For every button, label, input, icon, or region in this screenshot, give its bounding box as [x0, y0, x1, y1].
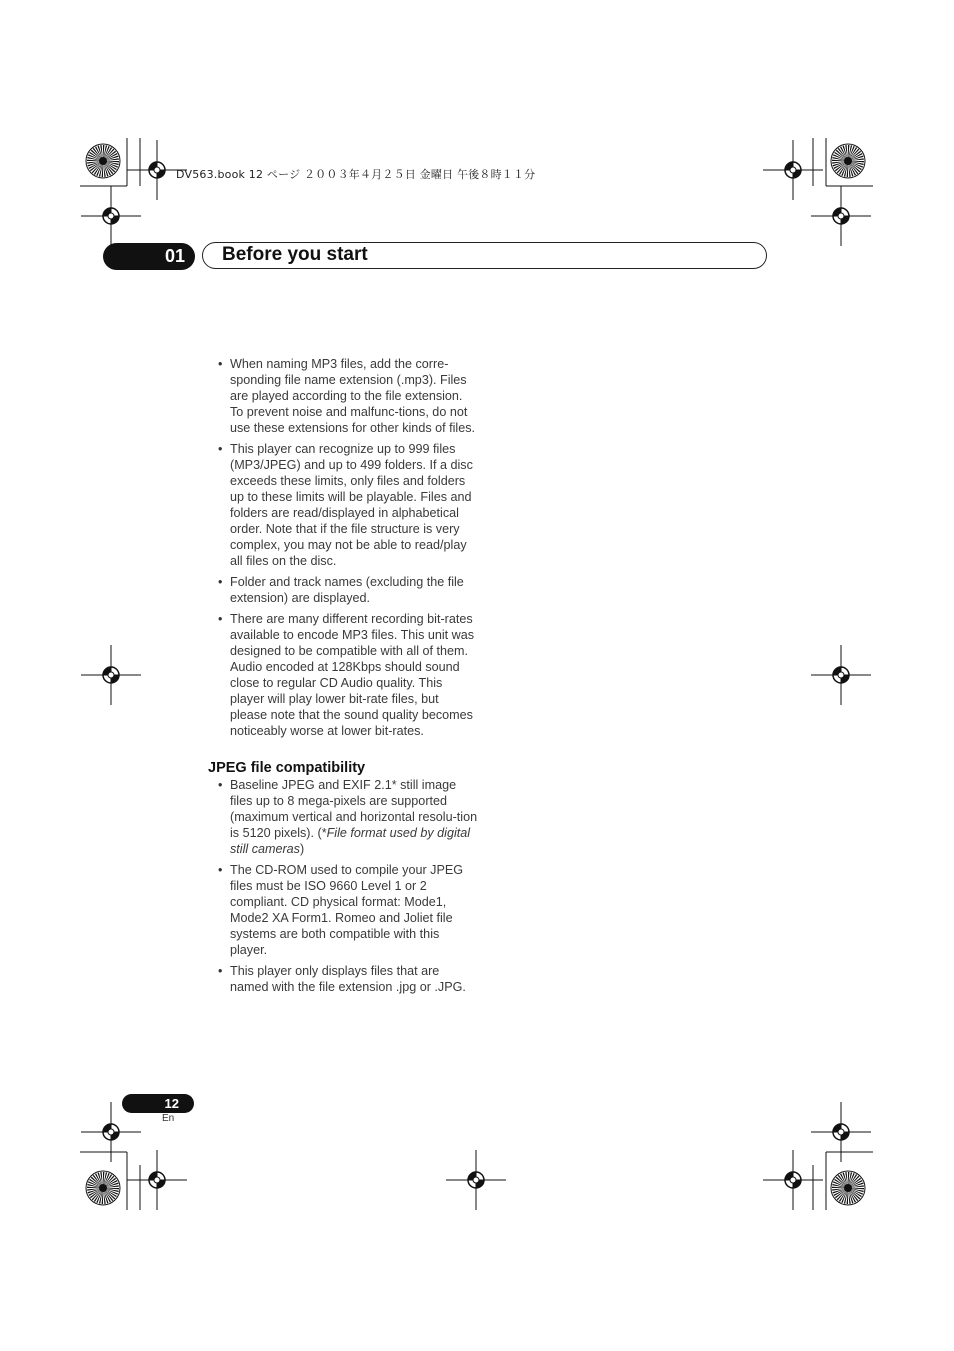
registration-target — [811, 186, 871, 246]
registration-target — [127, 1150, 187, 1210]
registration-target — [81, 186, 141, 246]
page-number-badge — [122, 1094, 194, 1113]
list-item: • This player can recognize up to 999 files (MP3/JPEG) and up to 499 folders. If a disc exceeds these limits, only files and folders up to these limits will be playable. Files and folders are read/displayed in alphabetical order. Note that if the file structure is very complex, you may not be able to read/play all files on the disc. — [216, 441, 478, 569]
list-item-close: ) — [299, 842, 305, 856]
registration-target — [811, 1102, 871, 1162]
chapter-number-badge — [103, 243, 195, 270]
list-item-text: Baseline JPEG and EXIF 2.1* still image files up to 8 mega-pixels are supported (maximum vertical and horizontal resolu-tion is 5120 pixels). (* — [230, 778, 478, 840]
starburst-mark — [86, 1171, 120, 1205]
list-item: • The CD-ROM used to compile your JPEG files must be ISO 9660 Level 1 or 2 compliant. CD physical format: Mode1, Mode2 XA Form1. Romeo and Joliet file systems are both compatible with this player. — [216, 862, 478, 958]
print-header: DV563.book 12 ページ ２００３年４月２５日 金曜日 午後８時１１分 — [176, 168, 536, 181]
body-column — [208, 356, 478, 1000]
chapter-number: 01 — [164, 246, 185, 266]
starburst-mark — [831, 144, 865, 178]
starburst-mark — [86, 144, 120, 178]
list-item: • There are many different recording bit-rates available to encode MP3 files. This unit was designed to be compatible with all of them. Audio encoded at 128Kbps should sound close to regular CD Audio quality. This player will play lower bit-rate files, but please note that the sound quality becomes noticeably worse at lower bit-rates. — [216, 611, 478, 739]
registration-target — [763, 140, 823, 200]
language-code: En — [162, 1113, 175, 1124]
list-item: • When naming MP3 files, add the corre-sponding file name extension (.mp3). Files are played according to the file extension. To prevent noise and malfunc-tions, do not use these extensions for other kinds of files. — [216, 356, 478, 436]
jpeg-notes-list — [216, 777, 478, 995]
starburst-mark — [831, 1171, 865, 1205]
list-item: • Folder and track names (excluding the file extension) are displayed. — [216, 574, 478, 606]
registration-target — [763, 1150, 823, 1210]
page-number: 12 — [164, 1096, 179, 1111]
section-heading: JPEG file compatibility — [208, 760, 366, 776]
list-item — [216, 777, 478, 857]
registration-target — [446, 1150, 506, 1210]
registration-target — [81, 645, 141, 705]
list-item-italic: File format used by digital still cameras — [230, 826, 471, 856]
chapter-title: Before you start — [222, 244, 368, 265]
list-item: • This player only displays files that are named with the file extension .jpg or .JPG. — [216, 963, 478, 995]
mp3-notes-list — [216, 356, 478, 739]
registration-target — [811, 645, 871, 705]
